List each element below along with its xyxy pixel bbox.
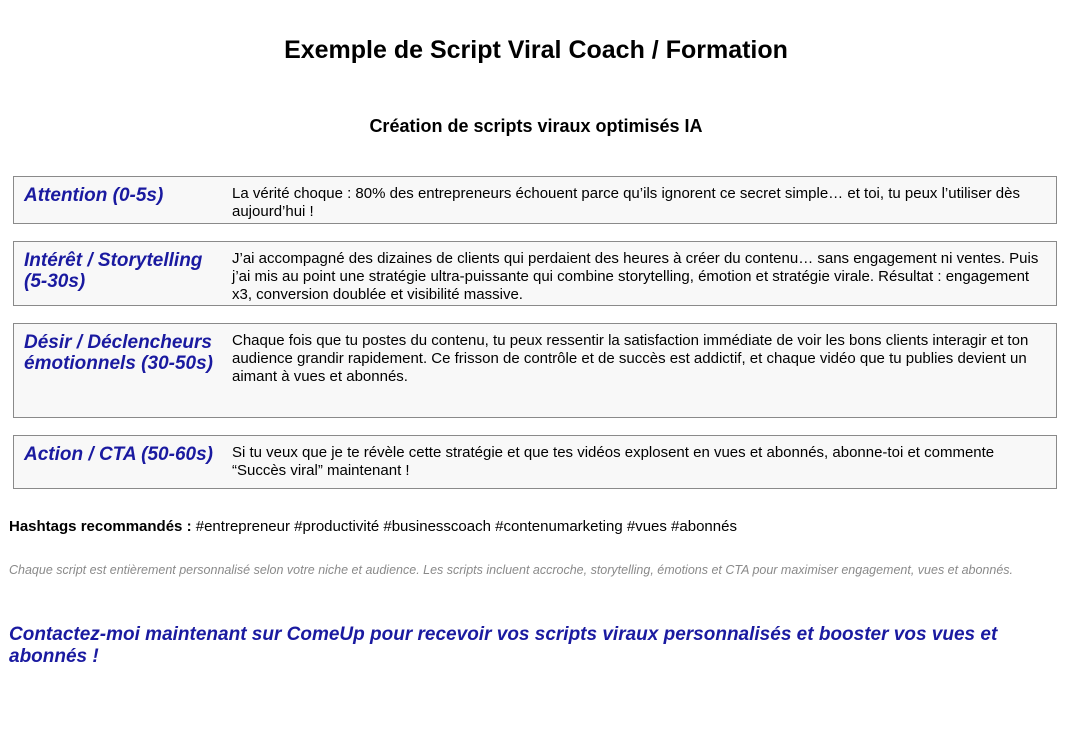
section-interet [13,241,1057,306]
document-subtitle: Création de scripts viraux optimisés IA [369,116,703,136]
disclaimer-note: Chaque script est entièrement personnalisé selon votre niche et audience. Les scripts incluent accroche, storytelling, émotions et CTA pour maximiser engagement, vues et abonnés. [9,563,1014,577]
hashtags-line [9,518,737,535]
section-text: La vérité choque : 80% des entrepreneurs échouent parce qu’ils ignorent ce secret simple… et toi, tu peux l’utiliser dès aujourd’hui ! [232,185,1020,220]
section-label: Désir / Déclencheurs émotionnels (30-50s) [24,332,213,374]
section-label: Attention (0-5s) [24,185,164,206]
section-attention [13,176,1057,224]
section-text: Chaque fois que tu postes du contenu, tu peux ressentir la satisfaction immédiate de voir les bons clients interagir et ton audience grandir rapidement. Ce frisson de contrôle et de succès est addictif, et chaque vidéo que tu publies devient un aimant à vues et abonnés. [232,332,1029,385]
section-action [13,435,1057,489]
hashtags-list: #entrepreneur #productivité #businesscoach #contenumarketing #vues #abonnés [195,518,737,535]
section-text: J’ai accompagné des dizaines de clients qui perdaient des heures à créer du contenu… sans engagement ni ventes. Puis j’ai mis au point une stratégie ultra-puissante qui combine storytelling, émotion et stratégie virale. Résultat : engagement x3, conversion doublée et visibilité massive. [232,250,1039,303]
hashtags-label: Hashtags recommandés : [9,518,192,535]
call-to-action: Contactez-moi maintenant sur ComeUp pour recevoir vos scripts viraux personnalisés et booster vos vues et abonnés ! [9,624,998,667]
section-text: Si tu veux que je te révèle cette stratégie et que tes vidéos explosent en vues et abonnés, abonne-toi et commente “Succès viral” maintenant ! [232,444,995,479]
section-desir [13,323,1057,418]
section-label: Intérêt / Storytelling (5-30s) [24,250,203,292]
section-label: Action / CTA (50-60s) [24,444,213,465]
document-title: Exemple de Script Viral Coach / Formation [284,36,788,64]
